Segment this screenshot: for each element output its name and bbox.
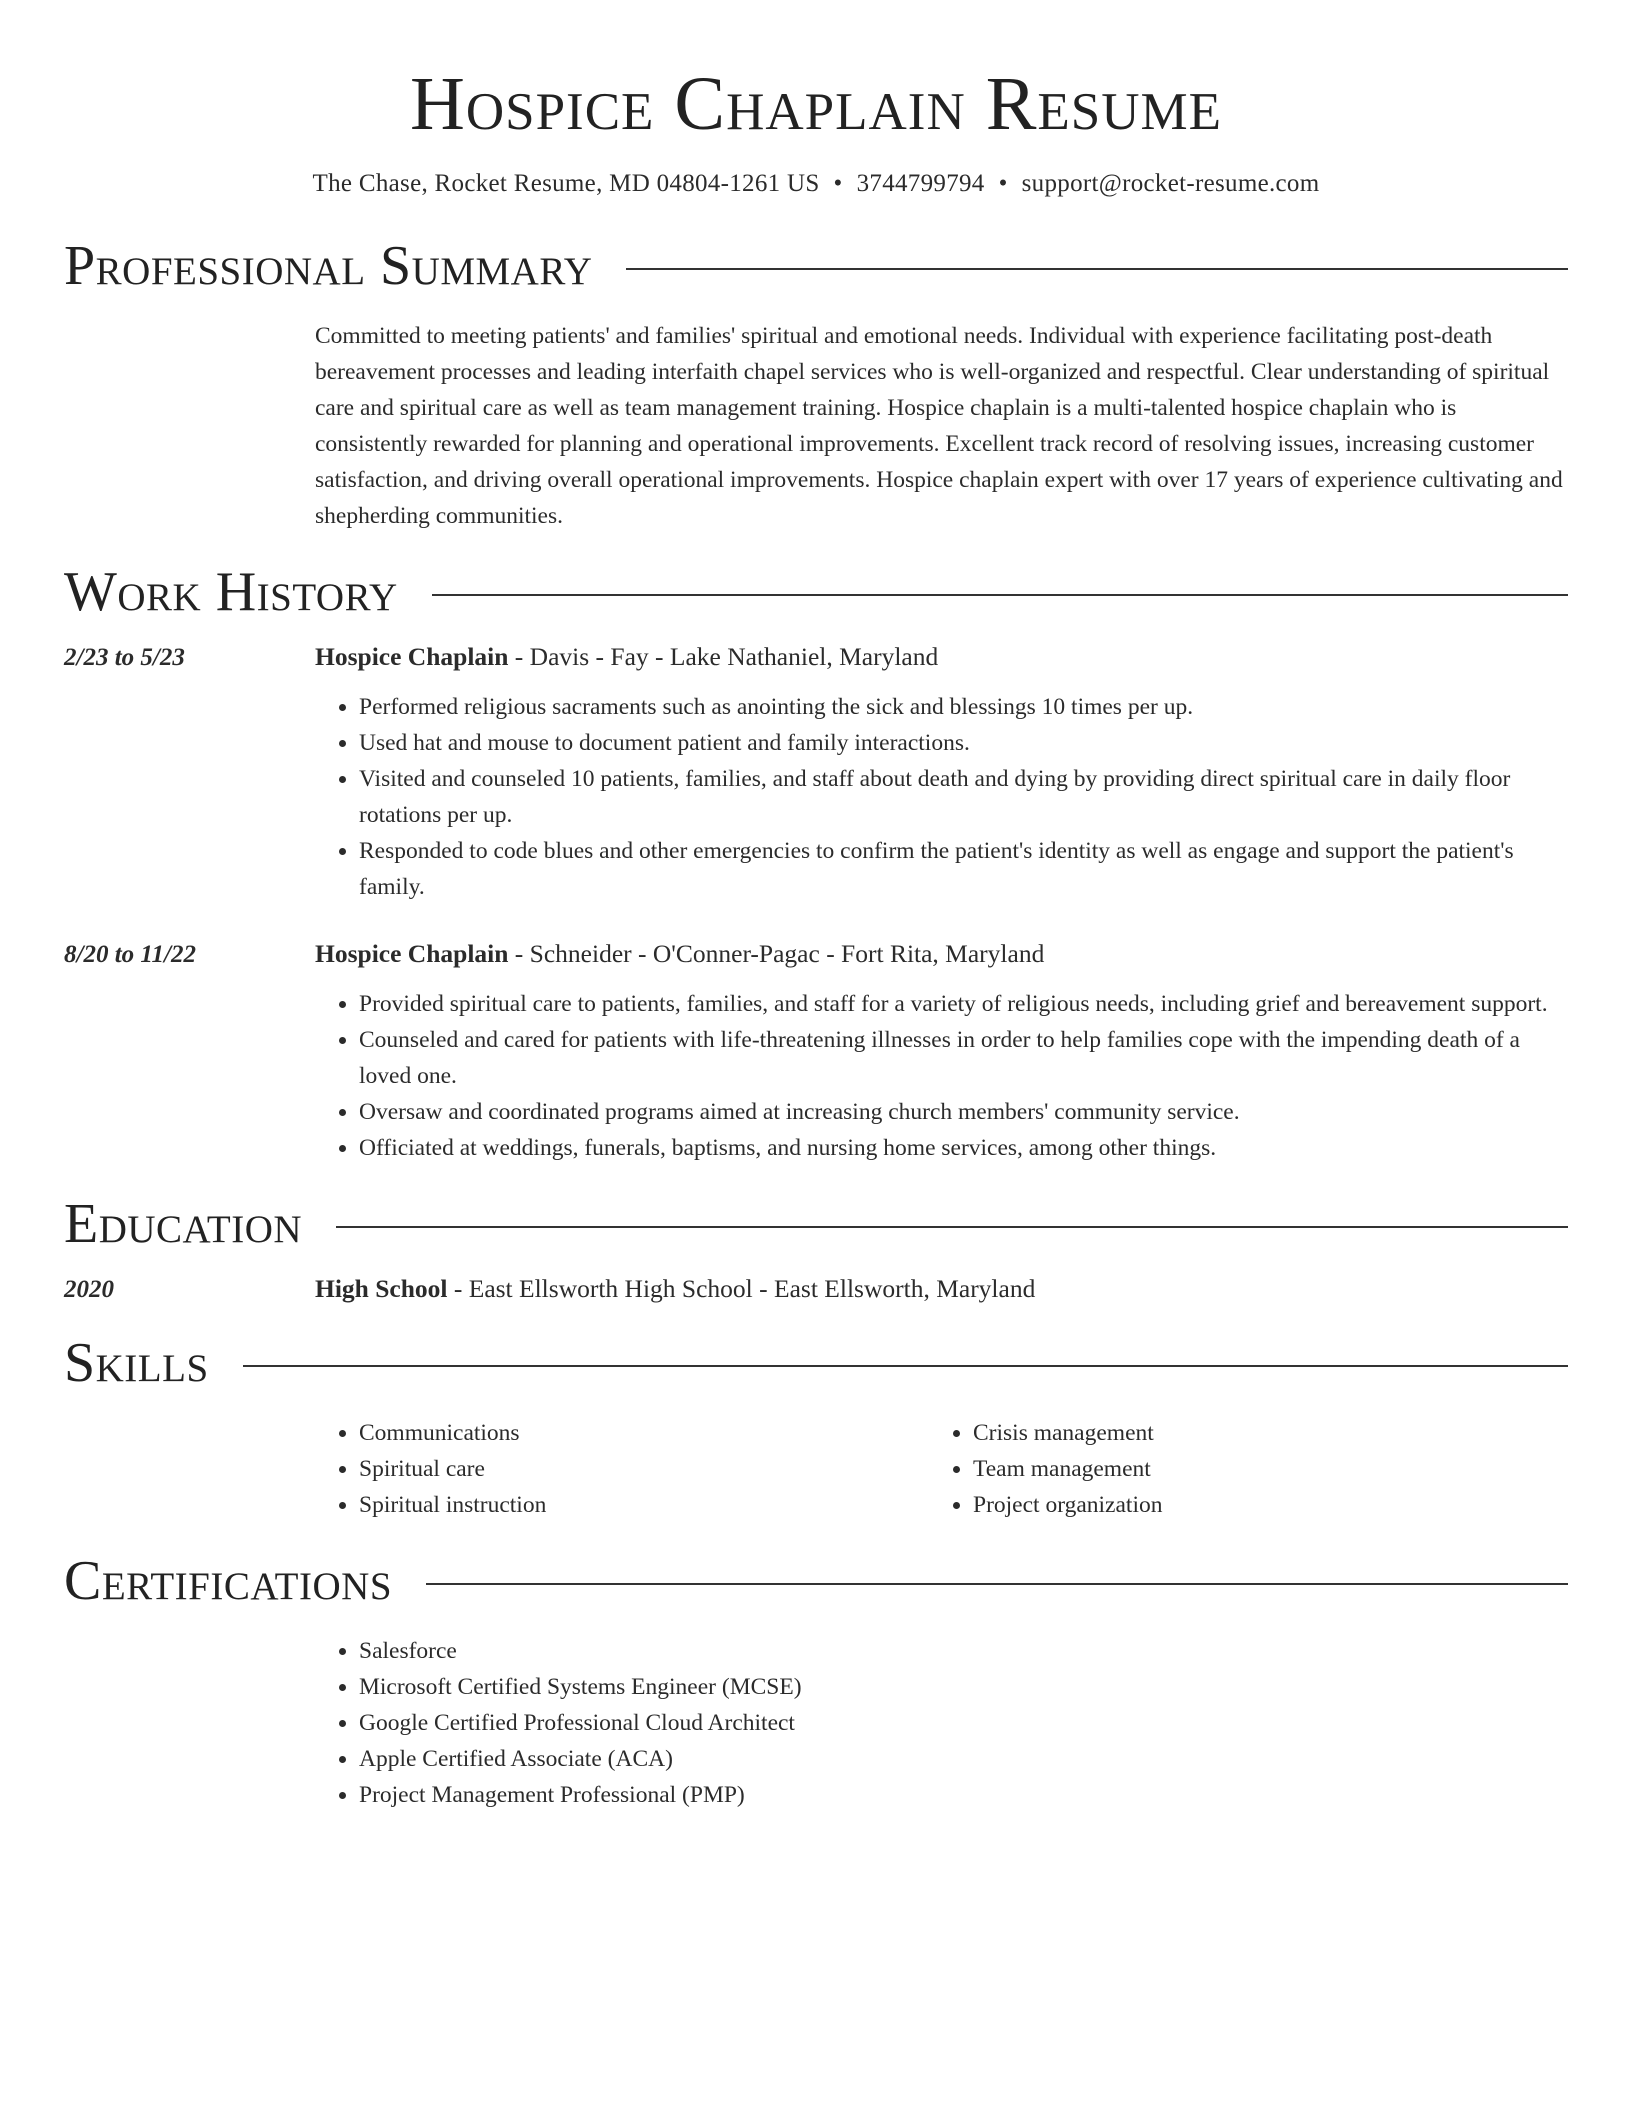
job-entry <box>64 640 1568 905</box>
job-title-line <box>315 937 1044 971</box>
job-employer: - Davis - Fay - Lake Nathaniel, Maryland <box>508 642 939 671</box>
skill-item: • Crisis management <box>973 1415 1543 1451</box>
job-title: Hospice Chaplain <box>315 939 509 968</box>
job-entry <box>64 937 1568 1166</box>
skills-section-header <box>64 1331 1568 1395</box>
resume-page <box>64 0 1568 1813</box>
certification-item: • Microsoft Certified Systems Engineer (MCSE) <box>359 1669 1568 1705</box>
resume-title: Hospice Chaplain Resume <box>409 62 1223 146</box>
section-divider <box>336 1226 1568 1228</box>
summary-heading: Professional Summary <box>64 235 593 297</box>
education-date: 2020 <box>64 1276 114 1303</box>
education-entry <box>64 1272 1568 1307</box>
certification-item: • Apple Certified Associate (ACA) <box>359 1741 1568 1777</box>
job-bullets <box>315 986 1568 1166</box>
summary-text: Committed to meeting patients' and families' spiritual and emotional needs. Individual with experience facilitating post-death bereavement processes and leading interfaith chapel services who is well-organized and respectful. Clear understanding of spiritual care and spiritual care as well as team management training. Hospice chaplain is a multi-talented hospice chaplain who is consistently rewarded for planning and operational improvements. Excellent track record of resolving issues, increasing customer satisfaction, and driving overall operational improvements. Hospice chaplain expert with over 17 years of experience cultivating and shepherding communities. <box>315 323 1563 529</box>
contact-line <box>64 168 1568 200</box>
job-bullet: • Officiated at weddings, funerals, baptisms, and nursing home services, among other things. <box>359 1130 1568 1166</box>
work-heading: Work History <box>64 561 398 623</box>
job-bullet: • Oversaw and coordinated programs aimed at increasing church members' community service. <box>359 1094 1568 1130</box>
work-section-header <box>64 560 1568 624</box>
contact-email: support@rocket-resume.com <box>1021 170 1320 197</box>
skill-item: • Spiritual instruction <box>359 1487 929 1523</box>
contact-phone: 3744799794 <box>856 170 985 197</box>
certifications-list <box>315 1633 1568 1813</box>
contact-address: The Chase, Rocket Resume, MD 04804-1261 US <box>312 170 820 197</box>
job-bullet: • Counseled and cared for patients with life-threatening illnesses in order to help families cope with the impending death of a loved one. <box>359 1022 1568 1094</box>
certifications-section-header <box>64 1549 1568 1613</box>
job-bullet: • Visited and counseled 10 patients, families, and staff about death and dying by providing direct spiritual care in daily floor rotations per up. <box>359 761 1568 833</box>
section-divider <box>243 1365 1568 1367</box>
education-heading: Education <box>64 1193 303 1255</box>
certification-item: • Project Management Professional (PMP) <box>359 1777 1568 1813</box>
education-degree: High School <box>315 1274 448 1303</box>
skills-heading: Skills <box>64 1332 209 1394</box>
job-bullets <box>315 689 1568 905</box>
section-divider <box>432 594 1568 596</box>
skills-list <box>315 1415 1568 1523</box>
separator-dot: • <box>833 170 843 197</box>
education-section-header <box>64 1192 1568 1256</box>
skill-item: • Project organization <box>973 1487 1543 1523</box>
skill-item: • Communications <box>359 1415 929 1451</box>
certifications-heading: Certifications <box>64 1550 393 1612</box>
summary-section-header <box>64 234 1568 298</box>
section-divider <box>626 268 1568 270</box>
job-bullet: • Used hat and mouse to document patient and family interactions. <box>359 725 1568 761</box>
job-date: 2/23 to 5/23 <box>64 644 185 671</box>
job-bullet: • Provided spiritual care to patients, families, and staff for a variety of religious needs, including grief and bereavement support. <box>359 986 1568 1022</box>
section-divider <box>426 1583 1568 1585</box>
job-date: 8/20 to 11/22 <box>64 941 196 968</box>
skills-column-left <box>315 1415 929 1523</box>
job-bullet: • Performed religious sacraments such as anointing the sick and blessings 10 times per up. <box>359 689 1568 725</box>
education-school: - East Ellsworth High School - East Ellsworth, Maryland <box>447 1274 1036 1303</box>
certification-item: • Salesforce <box>359 1633 1568 1669</box>
skill-item: • Spiritual care <box>359 1451 929 1487</box>
job-bullet: • Responded to code blues and other emergencies to confirm the patient's identity as well as engage and support the patient's family. <box>359 833 1568 905</box>
certification-item: • Google Certified Professional Cloud Architect <box>359 1705 1568 1741</box>
skill-item: • Team management <box>973 1451 1543 1487</box>
separator-dot: • <box>998 170 1008 197</box>
job-title-line <box>315 640 938 674</box>
education-line <box>315 1272 1035 1306</box>
job-title: Hospice Chaplain <box>315 642 509 671</box>
skills-column-right <box>929 1415 1543 1523</box>
job-employer: - Schneider - O'Conner-Pagac - Fort Rita, Maryland <box>508 939 1045 968</box>
